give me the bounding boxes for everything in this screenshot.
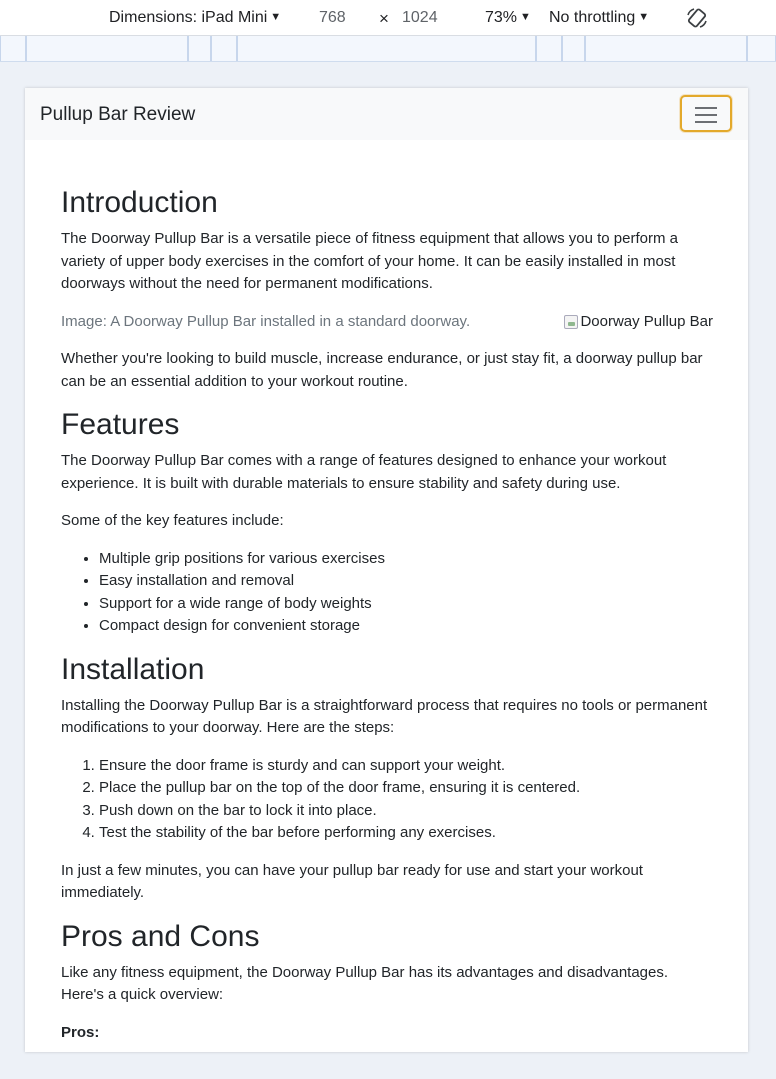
section-introduction <box>61 186 713 393</box>
media-query-bar <box>0 36 776 62</box>
paragraph: The Doorway Pullup Bar comes with a range of features designed to enhance your workout experience. It is built with durable materials to ensure stability and safety during use. <box>61 452 667 492</box>
paragraph: In just a few minutes, you can have your pullup bar ready for use and start your workout immediately. <box>61 861 643 901</box>
media-query-segment[interactable] <box>211 36 237 61</box>
list-item: • Compact design for convenient storage <box>99 615 713 638</box>
section-installation <box>61 653 713 905</box>
chevron-down-icon: ▼ <box>270 11 282 23</box>
broken-image <box>564 311 713 334</box>
paragraph: Whether you're looking to build muscle, increase endurance, or just stay fit, a doorway pullup bar can be an essential addition to your workout routine. <box>61 350 703 390</box>
paragraph: Like any fitness equipment, the Doorway Pullup Bar has its advantages and disadvantages. Here's a quick overview: <box>61 963 669 1003</box>
section-heading: Features <box>61 408 180 441</box>
broken-image-icon <box>564 315 578 329</box>
rotate-icon[interactable] <box>685 6 709 30</box>
chevron-down-icon: ▼ <box>520 11 531 23</box>
list-item: • Support for a wide range of body weights <box>99 593 713 616</box>
height-input[interactable]: 1024 <box>402 9 438 26</box>
media-query-segment[interactable] <box>585 36 747 61</box>
chevron-down-icon: ▼ <box>638 11 650 23</box>
media-query-segment[interactable] <box>188 36 211 61</box>
list-item: • Multiple grip positions for various exercises <box>99 548 713 571</box>
section-features <box>61 408 713 638</box>
figure <box>61 311 713 334</box>
zoom-label: 73% <box>485 9 518 26</box>
zoom-dropdown[interactable] <box>485 9 531 27</box>
list-item: 1. Ensure the door frame is sturdy and can support your weight. <box>99 755 713 778</box>
paragraph: Some of the key features include: <box>61 512 284 529</box>
device-dimensions-label: Dimensions: iPad Mini <box>109 9 268 26</box>
installation-steps <box>61 755 713 845</box>
navbar-brand[interactable]: Pullup Bar Review <box>40 104 196 125</box>
media-query-segment[interactable] <box>0 36 26 61</box>
device-viewport <box>25 88 748 1052</box>
times-icon: × <box>379 9 389 28</box>
section-heading: Introduction <box>61 186 218 219</box>
width-input[interactable]: 768 <box>319 9 346 26</box>
section-heading: Pros and Cons <box>61 919 260 953</box>
device-dimensions-dropdown[interactable] <box>109 9 281 27</box>
media-query-segment[interactable] <box>26 36 188 61</box>
paragraph: The Doorway Pullup Bar is a versatile piece of fitness equipment that allows you to perform a variety of upper body exercises in the comfort of your home. It can be easily installed in most doorways without the need for permanent modifications. <box>61 230 678 292</box>
pros-label: Pros: <box>61 1023 100 1041</box>
media-query-segment[interactable] <box>536 36 562 61</box>
paragraph: Installing the Doorway Pullup Bar is a straightforward process that requires no tools or permanent modifications to your doorway. Here are the steps: <box>61 696 708 736</box>
media-query-segment[interactable] <box>562 36 585 61</box>
throttling-label: No throttling <box>549 9 636 26</box>
list-item: 4. Test the stability of the bar before performing any exercises. <box>99 822 713 845</box>
image-alt-text: Doorway Pullup Bar <box>580 312 713 330</box>
navbar <box>25 88 748 140</box>
navbar-toggler-button[interactable] <box>680 95 732 132</box>
media-query-segment[interactable] <box>237 36 536 61</box>
section-heading: Installation <box>61 652 205 686</box>
throttling-dropdown[interactable] <box>549 9 649 27</box>
list-item: 2. Place the pullup bar on the top of the door frame, ensuring it is centered. <box>99 777 713 800</box>
media-query-segment[interactable] <box>747 36 776 61</box>
section-pros-cons <box>61 920 713 1045</box>
list-item: • Easy installation and removal <box>99 570 713 593</box>
device-toolbar <box>0 0 776 36</box>
image-caption: Image: A Doorway Pullup Bar installed in a standard doorway. <box>61 312 471 330</box>
list-item: 3. Push down on the bar to lock it into place. <box>99 800 713 823</box>
main-content <box>61 186 713 1044</box>
features-list <box>61 548 713 638</box>
